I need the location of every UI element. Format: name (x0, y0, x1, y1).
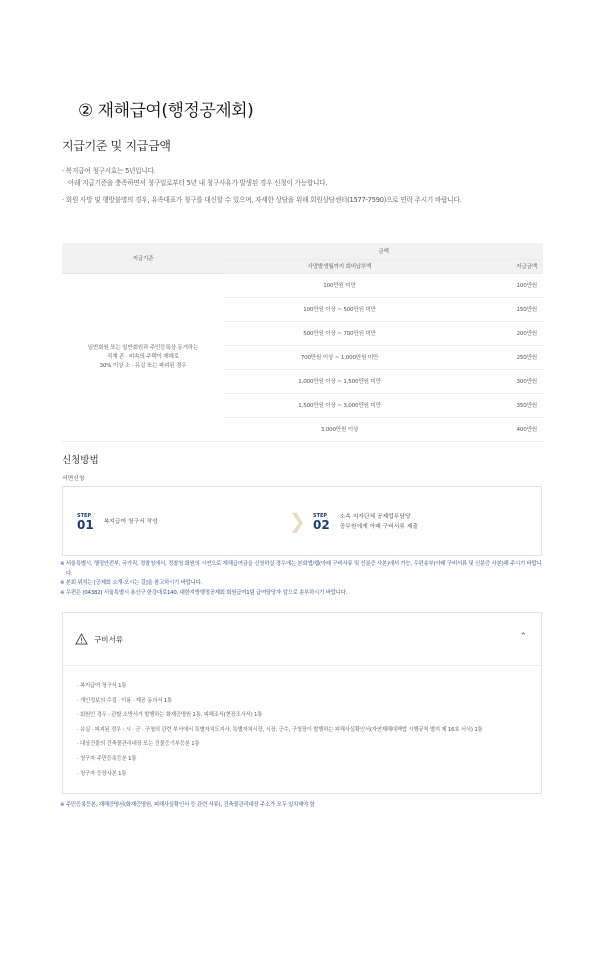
bullet-item: · 회원 사망 및 행방불명의 경우, 유족대표가 청구를 대신할 수 있으며, 자세한 상담을 위해 회원상담센터(1577-7590)으로 연락 주시기 바랍니다. (62, 196, 462, 204)
pay-cell: 350만원 (455, 393, 543, 417)
section-title: ② 재해급여(행정공제회) (78, 101, 254, 121)
pay-cell: 150만원 (455, 297, 543, 321)
step-text: 복지급여 청구서 작성 (103, 519, 158, 525)
note-item: ※ 서울특별시, 행정안전부, 국가직, 경찰청에서, 경찰청 회원의 시연으로 재해급여금을 신청하실 경우에는 본회앱/웹(아래 구비서류 및 신분증 사본)에서 가능, 우편송부(아래 구비서류 및 신분증 사본)해 주시기 바랍니다. (60, 561, 542, 577)
online-label: 서면신청 (62, 476, 85, 482)
range-cell: 1,000만원 이상 ~ 1,500만원 미만 (224, 369, 455, 393)
list-item: · 대상건물의 건축물관리대장 또는 건물등기부등본 1통 (77, 741, 200, 748)
criteria-bullets (62, 166, 542, 207)
divider (63, 665, 541, 666)
docs-list (77, 679, 537, 781)
chevron-up-icon[interactable]: ⌃ (519, 632, 527, 642)
criteria-table (62, 243, 543, 442)
range-cell: 100만원 이상 ~ 500만원 미만 (224, 297, 455, 321)
docs-panel (62, 612, 542, 794)
list-item: · 청구자 주민등록등본 1통 (77, 755, 137, 762)
pay-cell: 300만원 (455, 369, 543, 393)
range-cell: 3,000만원 이상 (224, 417, 455, 441)
docs-footnote: ※ 주민등록등본, 재해증명서(화재증명원, 피해사실확인서 등 관련 서류), 건축물관리대장 주소가 모두 일치해야 함 (60, 802, 315, 808)
list-item: · 유실 · 피괴된 경우 : 시 · 군 · 구청의 관련 부서에서 특별자치도지사, 특별자치시장, 시장, 군수, 구청장이 발행하는 피해사실확인서(자연재해대책법 시행규칙 별지 제 16호 서식) 1통 (77, 726, 483, 733)
bullet-item: · 복지급여 청구시효는 5년입니다. (62, 167, 156, 175)
pay-cell: 250만원 (455, 345, 543, 369)
header-pay: 지급금액 (455, 259, 543, 273)
step-1 (77, 487, 158, 557)
pay-cell: 200만원 (455, 321, 543, 345)
bullet-item: 아래 지급기준을 충족하면서 청구일로부터 5년 내 청구사유가 발생된 경우 신청이 가능합니다. (68, 178, 328, 187)
apply-title: 신청방법 (62, 455, 99, 466)
step-number: 02 (313, 518, 330, 532)
header-amount: 금액 (224, 243, 543, 259)
table-header-row (62, 243, 543, 259)
range-cell: 100만원 미만 (224, 273, 455, 297)
range-cell: 500만원 이상 ~ 700만원 미만 (224, 321, 455, 345)
docs-title: 구비서류 (94, 634, 123, 644)
docs-accordion-header[interactable] (63, 613, 541, 665)
list-item: · 개인정보의 수집 · 이용 · 제공 동의서 1통 (77, 697, 172, 704)
header-asset: 사망발생월까지 회비납부액 (224, 259, 455, 273)
criteria-title: 지급기준 및 지급금액 (62, 139, 171, 153)
note-item: ※ 본회 위치는 [공제회 소개-오시는 길]을 참고하시기 바랍니다. (60, 580, 203, 587)
range-cell: 1,500만원 이상 ~ 3,000만원 미만 (224, 393, 455, 417)
table-row (62, 273, 543, 297)
list-item: · 청구자 등장사본 1통 (77, 770, 127, 777)
step-label: STEP (77, 513, 92, 519)
apply-notes (60, 560, 544, 598)
warning-icon (75, 633, 88, 645)
list-item: · 복지급여 청구서 1통 (77, 683, 127, 689)
step-number: 01 (77, 518, 94, 532)
step-text: 소속 지자단체 공제업무담당 공무원에게 아래 구비서류 제출 (339, 514, 419, 530)
step-label: STEP (313, 513, 328, 519)
range-cell: 700만원 이상 ~ 1,000만원 미만 (224, 345, 455, 369)
pay-cell: 100만원 (455, 273, 543, 297)
condition-cell: 일반회원 또는 일반회원과 주민등록상 동거하는 직계 존 · 비속의 주택이 재해로 30% 이상 소 · 유실 또는 파괴된 경우 (62, 273, 224, 441)
step-2 (313, 487, 418, 557)
note-item: ※ 우편은 (04382) 서울특별시 용산구 한강대로140, 대한지방행정공제회 회원급여1팀 급여담당자 앞으로 송부하시기 바랍니다. (60, 589, 348, 596)
chevron-right-icon: ❯ (289, 509, 306, 533)
steps-box (62, 486, 542, 556)
list-item: · 회원인 경우 : 관할 소방서가 발행하는 화재증명원 1통, 피해조서(현장조사서) 1통 (77, 712, 263, 719)
header-criteria: 지급기준 (62, 243, 224, 273)
pay-cell: 400만원 (455, 417, 543, 441)
